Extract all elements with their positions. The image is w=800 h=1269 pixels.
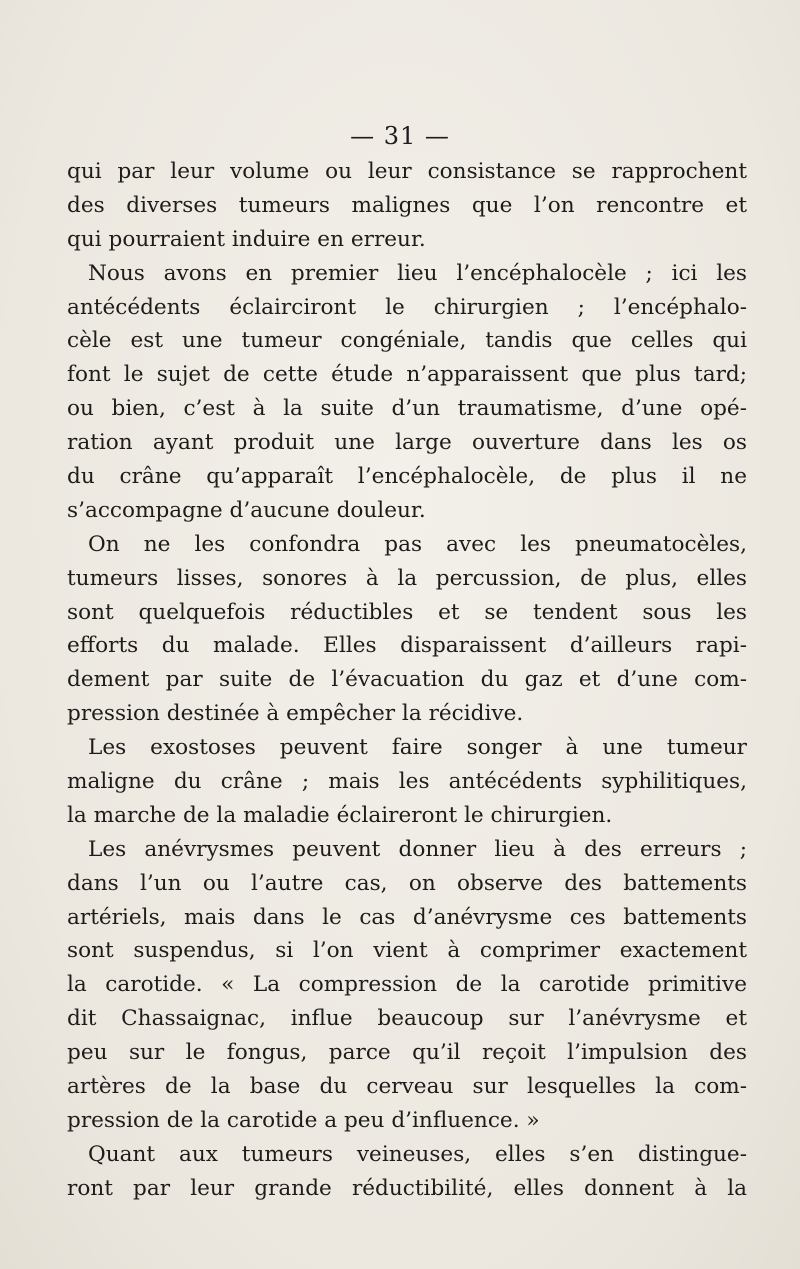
text-line: Les exostoses peuvent faire songer à une tumeur bbox=[88, 735, 747, 761]
body-text bbox=[67, 155, 747, 1206]
text-line: qui pourraient induire en erreur. bbox=[67, 226, 426, 252]
text-line: peu sur le fongus, parce qu’il reçoit l’impulsion des bbox=[67, 1040, 747, 1066]
text-line: dit Chassaignac, influe beaucoup sur l’anévrysme et bbox=[67, 1006, 747, 1032]
text-line: artériels, mais dans le cas d’anévrysme ces battements bbox=[67, 904, 747, 930]
text-line: Quant aux tumeurs veineuses, elles s’en distingue- bbox=[88, 1141, 747, 1167]
text-line: On ne les confondra pas avec les pneumatocèles, bbox=[88, 531, 747, 557]
text-line: des diverses tumeurs malignes que l’on rencontre et bbox=[67, 192, 747, 218]
text-line: Nous avons en premier lieu l’encéphalocèle ; ici les bbox=[88, 260, 747, 286]
text-line: tumeurs lisses, sonores à la percussion, de plus, elles bbox=[67, 565, 747, 591]
text-line: s’accompagne d’aucune douleur. bbox=[67, 497, 426, 523]
text-line: ront par leur grande réductibilité, elles donnent à la bbox=[67, 1175, 747, 1201]
text-line: pression de la carotide a peu d’influence. » bbox=[67, 1107, 540, 1133]
text-line: dement par suite de l’évacuation du gaz et d’une com- bbox=[67, 667, 747, 693]
text-line: la marche de la maladie éclaireront le chirurgien. bbox=[67, 802, 613, 828]
text-line: ou bien, c’est à la suite d’un traumatisme, d’une opé- bbox=[67, 396, 747, 422]
text-line: artères de la base du cerveau sur lesquelles la com- bbox=[67, 1074, 747, 1100]
text-line: du crâne qu’apparaît l’encéphalocèle, de plus il ne bbox=[67, 464, 747, 490]
text-line: cèle est une tumeur congéniale, tandis que celles qui bbox=[67, 328, 747, 354]
text-line: sont suspendus, si l’on vient à comprimer exactement bbox=[67, 938, 747, 964]
text-line: sont quelquefois réductibles et se tendent sous les bbox=[67, 599, 747, 625]
text-line: pression destinée à empêcher la récidive. bbox=[67, 701, 524, 727]
text-line: maligne du crâne ; mais les antécédents syphilitiques, bbox=[67, 769, 747, 795]
text-line: font le sujet de cette étude n’apparaissent que plus tard; bbox=[67, 362, 747, 388]
text-line: ration ayant produit une large ouverture dans les os bbox=[67, 430, 747, 456]
text-line: efforts du malade. Elles disparaissent d’ailleurs rapi- bbox=[67, 633, 747, 659]
text-line: la carotide. « La compression de la carotide primitive bbox=[67, 972, 747, 998]
text-line: dans l’un ou l’autre cas, on observe des battements bbox=[67, 870, 747, 896]
text-line: Les anévrysmes peuvent donner lieu à des erreurs ; bbox=[88, 836, 747, 862]
text-line: antécédents éclairciront le chirurgien ; l’encéphalo- bbox=[67, 294, 747, 320]
text-line: qui par leur volume ou leur consistance se rapprochent bbox=[67, 159, 747, 184]
page-number: — 31 — bbox=[350, 122, 450, 150]
